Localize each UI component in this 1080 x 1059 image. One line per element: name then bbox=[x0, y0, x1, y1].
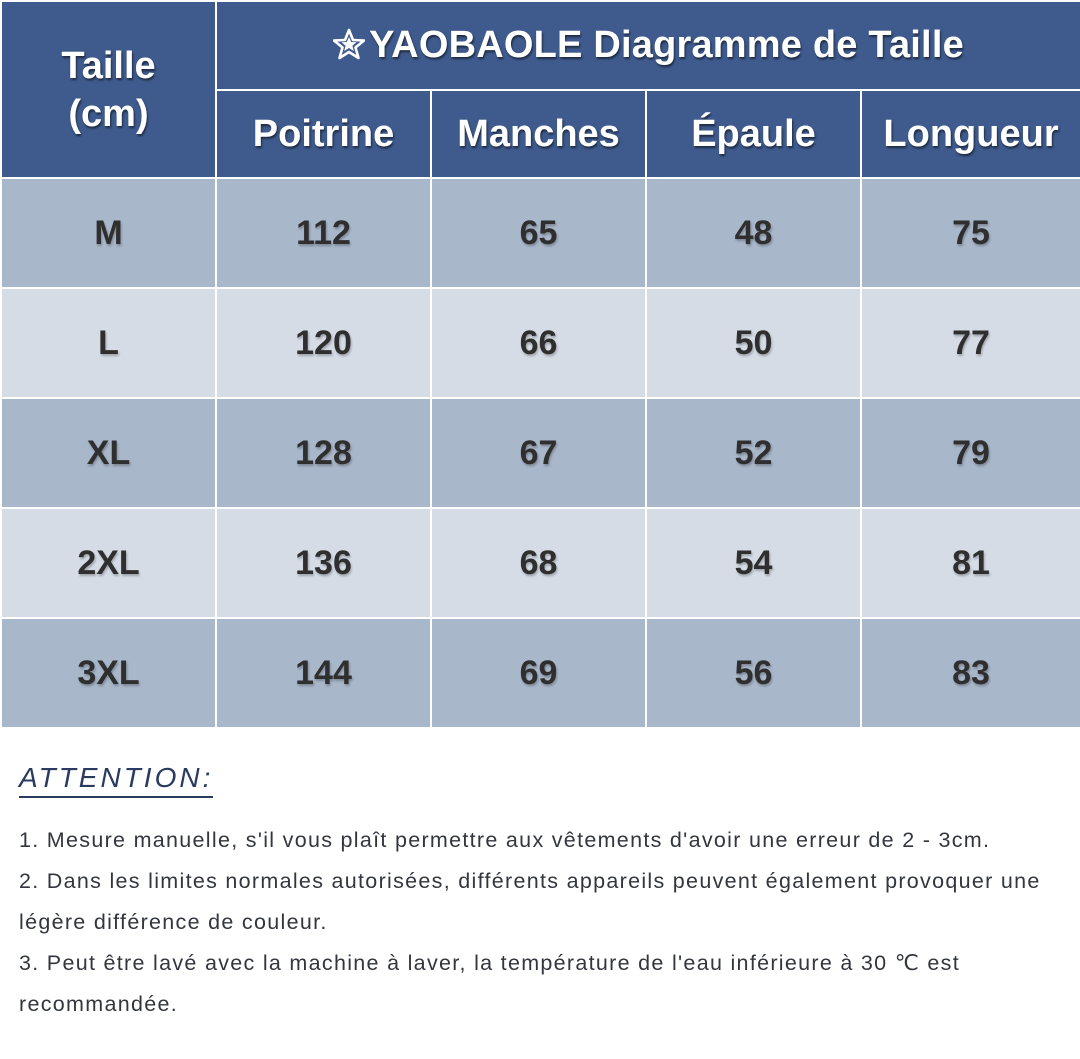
epaule-value: 52 bbox=[647, 399, 860, 507]
note-item: 1. Mesure manuelle, s'il vous plaît permettre aux vêtements d'avoir une erreur de 2 - 3cm. bbox=[19, 828, 991, 852]
chart-title-cell bbox=[217, 2, 1080, 89]
poitrine-value: 120 bbox=[217, 289, 430, 397]
poitrine-value: 128 bbox=[217, 399, 430, 507]
table-row bbox=[2, 509, 1080, 617]
size-label: 3XL bbox=[2, 619, 215, 727]
poitrine-value: 112 bbox=[217, 179, 430, 287]
star-icon bbox=[333, 28, 365, 60]
epaule-value: 54 bbox=[647, 509, 860, 617]
longueur-value: 83 bbox=[862, 619, 1080, 727]
epaule-value: 50 bbox=[647, 289, 860, 397]
table-row bbox=[2, 289, 1080, 397]
size-label: 2XL bbox=[2, 509, 215, 617]
size-label: L bbox=[2, 289, 215, 397]
size-label: M bbox=[2, 179, 215, 287]
note-item: 3. Peut être lavé avec la machine à laver, la température de l'eau inférieure à 30 ℃ est recommandée. bbox=[19, 951, 961, 1016]
epaule-value: 48 bbox=[647, 179, 860, 287]
epaule-value: 56 bbox=[647, 619, 860, 727]
poitrine-value: 144 bbox=[217, 619, 430, 727]
longueur-value: 81 bbox=[862, 509, 1080, 617]
corner-label-line1: Taille bbox=[61, 44, 156, 87]
column-header-manches: Manches bbox=[432, 91, 645, 177]
poitrine-value: 136 bbox=[217, 509, 430, 617]
longueur-value: 77 bbox=[862, 289, 1080, 397]
table-row bbox=[2, 179, 1080, 287]
care-notes-section bbox=[19, 762, 1059, 1025]
column-header-epaule: Épaule bbox=[647, 91, 860, 177]
chart-title: YAOBAOLE Diagramme de Taille bbox=[369, 24, 964, 66]
table-row bbox=[2, 399, 1080, 507]
longueur-value: 79 bbox=[862, 399, 1080, 507]
column-header-poitrine: Poitrine bbox=[217, 91, 430, 177]
manches-value: 69 bbox=[432, 619, 645, 727]
size-corner-header bbox=[2, 2, 215, 177]
column-header-longueur: Longueur bbox=[862, 91, 1080, 177]
table-title-row bbox=[2, 2, 1080, 89]
table-row bbox=[2, 619, 1080, 727]
corner-label-line2: (cm) bbox=[68, 92, 149, 135]
manches-value: 66 bbox=[432, 289, 645, 397]
attention-heading: ATTENTION: bbox=[19, 762, 213, 798]
manches-value: 68 bbox=[432, 509, 645, 617]
note-item: 2. Dans les limites normales autorisées, différents appareils peuvent également provoquer une légère différence de couleur. bbox=[19, 869, 1041, 934]
longueur-value: 75 bbox=[862, 179, 1080, 287]
size-label: XL bbox=[2, 399, 215, 507]
manches-value: 65 bbox=[432, 179, 645, 287]
manches-value: 67 bbox=[432, 399, 645, 507]
notes-list bbox=[19, 820, 1059, 1025]
